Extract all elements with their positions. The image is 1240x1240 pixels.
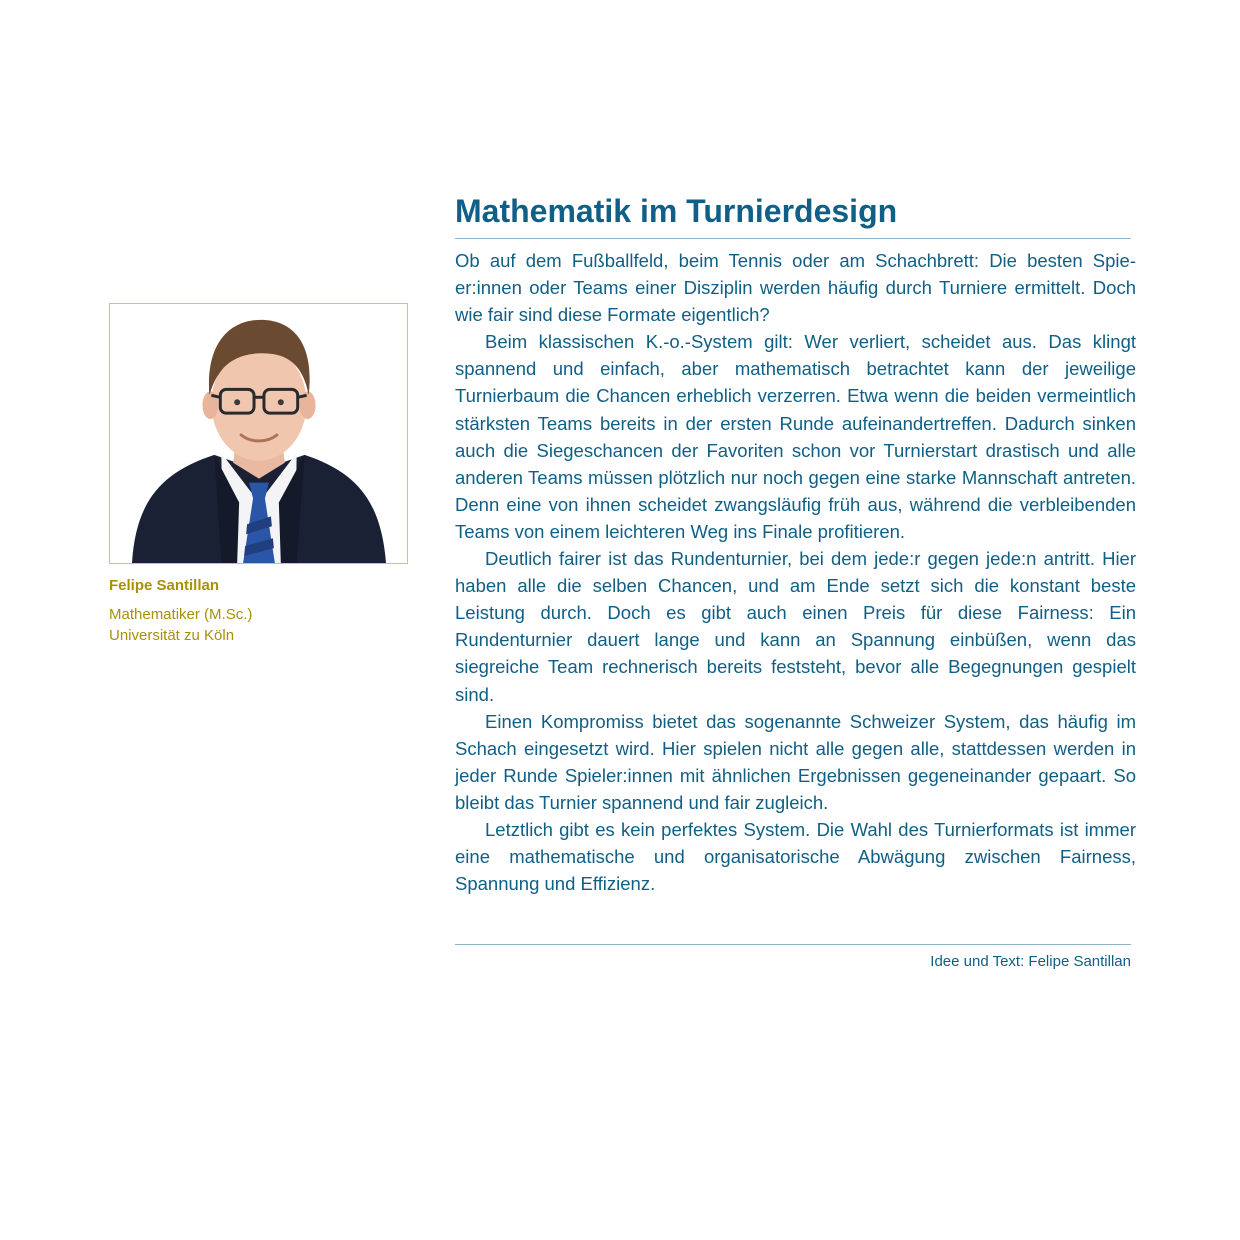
author-role-title: Mathematiker (M.Sc.) [109,606,253,623]
footer-divider [455,944,1131,945]
author-affiliation [109,604,252,646]
article-paragraph: Einen Kompromiss bietet das sogenannte Schweizer System, das häufig im Schach eingesetzt wird. Hier spielen nicht alle gegen alle, stattdessen werden in jeder Runde Spieler:innen mit ähnlichen Ergebnissen gegeneinander gepaart. So bleibt das Turnier spannend und fair zugleich. [455,710,1136,813]
article-paragraph: Deutlich fairer ist das Rundenturnier, bei dem jede:r gegen jede:n antritt. Hier haben alle die selben Chancen, und am Ende setzt sich die konstant beste Leistung durch. Doch es gibt auch einen Preis für diese Fairness: Ein Rundenturnier dauert lange und kann an Spannung einbüßen, wenn das siegreiche Team rechnerisch bereits feststeht, bevor alle Begegnungen gespielt sind. [455,548,1136,705]
article-paragraph: Letztlich gibt es kein perfektes System. Die Wahl des Turnierformats ist immer eine mathematische und organisatorische Abwägung zwischen Fairness, Spannung und Effizienz. [455,818,1136,895]
author-credit: Idee und Text: Felipe Santillan [930,953,1131,970]
article-title: Mathematik im Turnierdesign [455,193,898,229]
author-university: Universität zu Köln [109,627,235,644]
article-paragraph: Ob auf dem Fußballfeld, beim Tennis oder am Schachbrett: Die besten Spieer:innen oder Teams einer Disziplin werden häufig durch Turniere ermittelt. Doch wie fair sind diese Formate eigentlich? [455,250,1136,326]
article-paragraph: Beim klassischen K.-o.-System gilt: Wer verliert, scheidet aus. Das klingt spannend und einfach, aber mathematisch betrachtet kann der jeweilige Turnierbaum die Chancen erheblich verzerren. Etwa wenn die beiden vermeintlich stärksten Teams bereits in der ersten Runde aufeinandertreffen. Dadurch sinken auch die Siegeschancen der Favoriten schon vor Turnierstart drastisch und alle anderen Teams müssen plötzlich nur noch gegen eine starke Mannschaft antreten. Denn eine von ihnen scheidet zwangsläufig früh aus, während die verbleibenden Teams von einem leichteren Weg ins Finale profitieren. [455,331,1136,542]
title-divider [455,238,1131,239]
article-body [455,247,1136,897]
author-portrait [109,303,408,564]
author-name: Felipe Santillan [109,577,220,594]
